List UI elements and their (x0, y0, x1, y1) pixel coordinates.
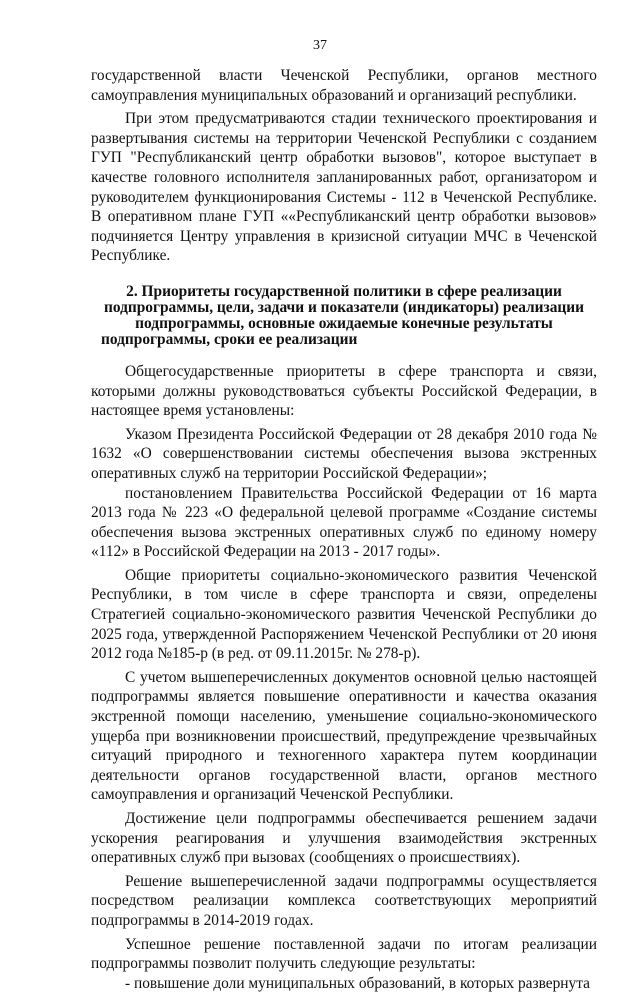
paragraph-general-priorities: Общие приоритеты социально-экономического развития Чеченской Республики, в том числе в сфере транспорта и связи, определены Стратегией социально-экономического развития Чеченской Республики до 2025 года, утвержденной Распоряжением Чеченской Республики от 20 июня 2012 года №185-р (в ред. от 09.11.2015г. № 278-р). (91, 566, 597, 663)
paragraph-task-solution: Решение вышеперечисленной задачи подпрограммы осуществляется посредством реализации комплекса соответствующих мероприятий подпрограммы в 2014-2019 годах. (91, 872, 597, 929)
paragraph-main-goal: С учетом вышеперечисленных документов основной целью настоящей подпрограммы является повышение оперативности и качества оказания экстренной помощи населению, уменьшение социально-экономического ущерба при возникновении происшествий, предупреждение чрезвычайных ситуаций природного и техногенного характера путем координации деятельности органов государственной власти, органов местного самоуправления и организаций Чеченской Республики. (91, 668, 597, 804)
paragraph-government-resolution: постановлением Правительства Российской Федерации от 16 марта 2013 года № 223 «О федеральной целевой программе «Создание системы обеспечения вызова экстренных оперативных служб по единому номеру «112» в Российской Федерации на 2013 - 2017 годы». (91, 484, 597, 561)
paragraph-decree: Указом Президента Российской Федерации от 28 декабря 2010 года № 1632 «О совершенствовании системы обеспечения вызова экстренных оперативных служб на территории Российской Федерации»; (91, 425, 597, 482)
paragraph-results-intro: Успешное решение поставленной задачи по итогам реализации подпрограммы позволит получить следующие результаты: (91, 935, 597, 973)
document-body (91, 66, 597, 993)
section-heading: 2. Приоритеты государственной политики в сфере реализации подпрограммы, цели, задачи и показатели (индикаторы) реализации подпрограммы, основные ожидаемые конечные результаты подпрограммы, сроки ее реализации (101, 282, 585, 348)
paragraph-priorities-intro: Общегосударственные приоритеты в сфере транспорта и связи, которыми должны руководствоваться субъекты Российской Федерации, в настоящее время установлены: (91, 362, 597, 420)
page-number: 37 (313, 38, 327, 53)
paragraph-system-deployment: При этом предусматриваются стадии технического проектирования и развертывания системы на территории Чеченской Республики с созданием ГУП "Республиканский центр обработки вызовов", которое выступает в качестве головного исполнителя запланированных работ, организатором и руководителем функционирования Системы - 112 в Чеченской Республике. В оперативном плане ГУП ««Республиканский центр обработки вызовов» подчиняется Центру управления в кризисной ситуации МЧС в Чеченской Республике. (91, 110, 597, 265)
list-item-result: - повышение доли муниципальных образований, в которых развернута (125, 974, 590, 992)
paragraph-goal-achievement: Достижение цели подпрограммы обеспечивается решением задачи ускорения реагирования и улучшения взаимодействия экстренных оперативных служб при вызовах (сообщениях о происшествиях). (91, 810, 597, 867)
paragraph-continuation: государственной власти Чеченской Республики, органов местного самоуправления муниципальных образований и организаций республики. (91, 67, 597, 104)
